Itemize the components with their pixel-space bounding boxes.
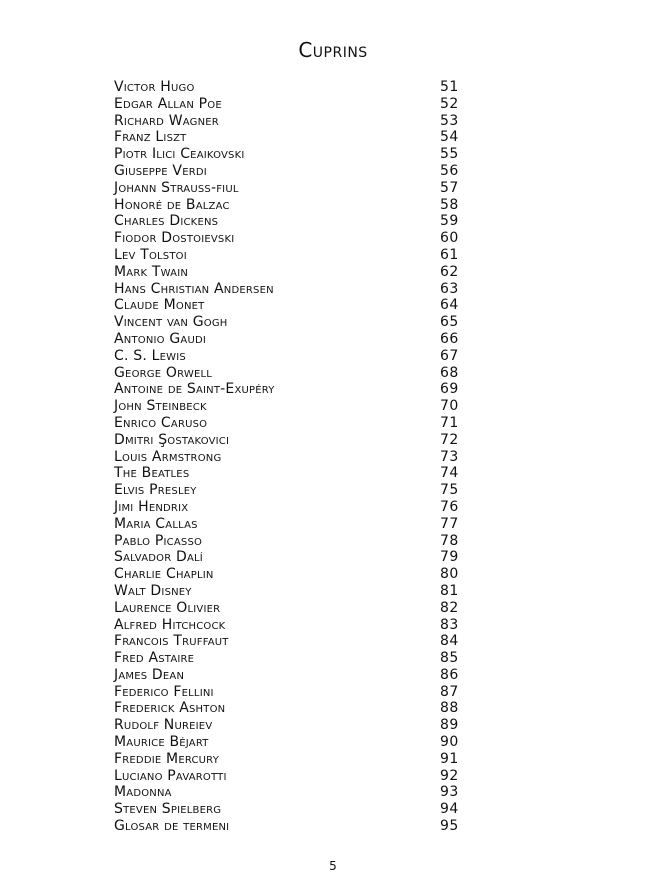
toc-entry-page: 89: [440, 717, 459, 734]
toc-entry-title: Enrico Caruso: [114, 414, 208, 431]
toc-entry-title: Honoré de Balzac: [114, 196, 230, 213]
toc-entry-title: Laurence Olivier: [114, 599, 221, 616]
toc-entry-title: Vincent van Gogh: [114, 314, 228, 331]
toc-entry-page: 60: [440, 230, 459, 247]
toc-entry-title: C. S. Lewis: [114, 347, 186, 364]
toc-entry: [114, 180, 464, 197]
toc-entry: [114, 432, 464, 449]
toc-entry: [114, 365, 464, 382]
toc-entry-title: Frederick Ashton: [114, 700, 226, 717]
toc-entry-page: 62: [440, 263, 459, 280]
toc-entry: [114, 482, 464, 499]
toc-entry-title: Rudolf Nureiev: [114, 717, 213, 734]
toc-entry-title: Fred Astaire: [114, 650, 195, 667]
toc-entry: [114, 684, 464, 701]
toc-entry-page: 56: [440, 162, 459, 179]
toc-entry-title: Claude Monet: [114, 297, 205, 314]
toc-entry-page: 61: [440, 246, 459, 263]
toc-entry: [114, 600, 464, 617]
toc-entry-page: 90: [440, 734, 459, 751]
toc-entry-page: 91: [440, 750, 459, 767]
toc-entry-title: Maurice Béjart: [114, 734, 209, 751]
toc-entry-title: Antonio Gaudi: [114, 330, 207, 347]
toc-entry-title: Fiodor Dostoievski: [114, 230, 235, 247]
toc-entry-page: 80: [440, 566, 459, 583]
toc-entry-title: Pablo Picasso: [114, 532, 203, 549]
toc-entry-page: 66: [440, 330, 459, 347]
toc-entry-page: 92: [440, 767, 459, 784]
toc-entry-page: 67: [440, 347, 459, 364]
toc-entry-title: Walt Disney: [114, 582, 192, 599]
toc-entry-page: 77: [440, 515, 459, 532]
toc-entry-page: 76: [440, 498, 459, 515]
toc-entry-title: Mark Twain: [114, 263, 189, 280]
toc-entry-page: 69: [440, 381, 459, 398]
toc-entry-title: Louis Armstrong: [114, 448, 222, 465]
toc-entry-title: John Steinbeck: [114, 398, 207, 415]
toc-entry-page: 71: [440, 414, 459, 431]
toc-entry-page: 70: [440, 398, 459, 415]
toc-entry-page: 64: [440, 297, 459, 314]
toc-entry: [114, 79, 464, 96]
toc-entry: [114, 247, 464, 264]
table-of-contents: [114, 79, 464, 835]
toc-entry-page: 95: [440, 818, 459, 835]
toc-entry-title: Lev Tolstoi: [114, 246, 187, 263]
toc-entry: [114, 381, 464, 398]
toc-entry-title: Francois Truffaut: [114, 633, 229, 650]
toc-entry-page: 65: [440, 314, 459, 331]
toc-entry-page: 94: [440, 801, 459, 818]
toc-entry: [114, 264, 464, 281]
toc-entry: [114, 617, 464, 634]
toc-entry-title: Antoine de Saint-Exupéry: [114, 381, 275, 398]
toc-entry: [114, 297, 464, 314]
toc-entry-title: Charlie Chaplin: [114, 566, 214, 583]
toc-entry-title: George Orwell: [114, 364, 213, 381]
toc-entry-page: 53: [440, 112, 459, 129]
toc-entry-title: Madonna: [114, 784, 172, 801]
toc-entry: [114, 348, 464, 365]
toc-entry-title: Franz Liszt: [114, 129, 187, 146]
toc-entry: [114, 583, 464, 600]
toc-entry: [114, 499, 464, 516]
toc-entry-page: 93: [440, 784, 459, 801]
toc-entry-title: Johann Strauss-fiul: [114, 179, 239, 196]
toc-entry: [114, 415, 464, 432]
toc-entry-title: Salvador Dalí: [114, 549, 203, 566]
toc-entry-page: 73: [440, 448, 459, 465]
toc-entry-page: 85: [440, 650, 459, 667]
toc-entry: [114, 751, 464, 768]
toc-entry-title: Victor Hugo: [114, 79, 195, 95]
toc-entry: [114, 516, 464, 533]
toc-entry-title: Luciano Pavarotti: [114, 767, 227, 784]
toc-entry-page: 84: [440, 633, 459, 650]
toc-entry-page: 81: [440, 582, 459, 599]
toc-entry-page: 78: [440, 532, 459, 549]
toc-entry-page: 72: [440, 431, 459, 448]
toc-entry-title: Hans Christian Andersen: [114, 280, 274, 297]
toc-entry-page: 75: [440, 482, 459, 499]
toc-entry-page: 57: [440, 179, 459, 196]
toc-entry-page: 83: [440, 616, 459, 633]
toc-entry: [114, 650, 464, 667]
toc-entry: [114, 633, 464, 650]
page-number: 5: [329, 859, 337, 873]
toc-entry-page: 58: [440, 196, 459, 213]
toc-entry: [114, 129, 464, 146]
toc-entry-title: Giuseppe Verdi: [114, 162, 207, 179]
toc-entry: [114, 331, 464, 348]
toc-entry: [114, 213, 464, 230]
toc-entry-title: Federico Fellini: [114, 683, 214, 700]
toc-entry-title: Dmitri Şostakovici: [114, 431, 230, 448]
toc-entry: [114, 566, 464, 583]
toc-entry-title: Piotr Ilici Ceaikovski: [114, 146, 245, 163]
toc-entry-page: 82: [440, 599, 459, 616]
toc-entry: [114, 533, 464, 550]
toc-entry-page: 54: [440, 129, 459, 146]
toc-entry-page: 87: [440, 683, 459, 700]
toc-entry-title: Alfred Hitchcock: [114, 616, 226, 633]
toc-entry-title: Freddie Mercury: [114, 750, 220, 767]
toc-entry: [114, 146, 464, 163]
toc-entry: [114, 163, 464, 180]
toc-entry-title: Edgar Allan Poe: [114, 95, 222, 112]
toc-entry-title: Elvis Presley: [114, 482, 197, 499]
toc-entry-title: The Beatles: [114, 465, 190, 482]
toc-entry: [114, 784, 464, 801]
toc-entry: [114, 113, 464, 130]
page-title: Cuprins: [298, 38, 368, 62]
toc-entry: [114, 449, 464, 466]
toc-entry-page: 79: [440, 549, 459, 566]
toc-entry-page: 63: [440, 280, 459, 297]
toc-entry: [114, 734, 464, 751]
toc-entry: [114, 197, 464, 214]
toc-entry-title: Charles Dickens: [114, 213, 219, 230]
toc-entry: [114, 818, 464, 835]
toc-entry: [114, 230, 464, 247]
toc-entry: [114, 465, 464, 482]
toc-entry: [114, 717, 464, 734]
toc-entry-page: 55: [440, 146, 459, 163]
toc-entry: [114, 700, 464, 717]
toc-entry: [114, 801, 464, 818]
toc-entry-page: 52: [440, 95, 459, 112]
toc-entry-page: 74: [440, 465, 459, 482]
toc-entry-page: 68: [440, 364, 459, 381]
toc-entry: [114, 314, 464, 331]
toc-entry-title: Maria Callas: [114, 515, 198, 532]
toc-entry: [114, 398, 464, 415]
toc-entry-title: Richard Wagner: [114, 112, 219, 129]
toc-entry: [114, 281, 464, 298]
toc-entry-title: Steven Spielberg: [114, 801, 222, 818]
toc-entry-page: 88: [440, 700, 459, 717]
toc-entry: [114, 667, 464, 684]
toc-entry: [114, 549, 464, 566]
toc-entry: [114, 96, 464, 113]
toc-entry: [114, 768, 464, 785]
toc-entry-title: James Dean: [114, 666, 185, 683]
toc-entry-title: Glosar de termeni: [114, 818, 230, 835]
toc-entry-page: 86: [440, 666, 459, 683]
toc-entry-title: Jimi Hendrix: [114, 498, 189, 515]
toc-entry-page: 59: [440, 213, 459, 230]
toc-entry-page: 51: [440, 79, 459, 95]
